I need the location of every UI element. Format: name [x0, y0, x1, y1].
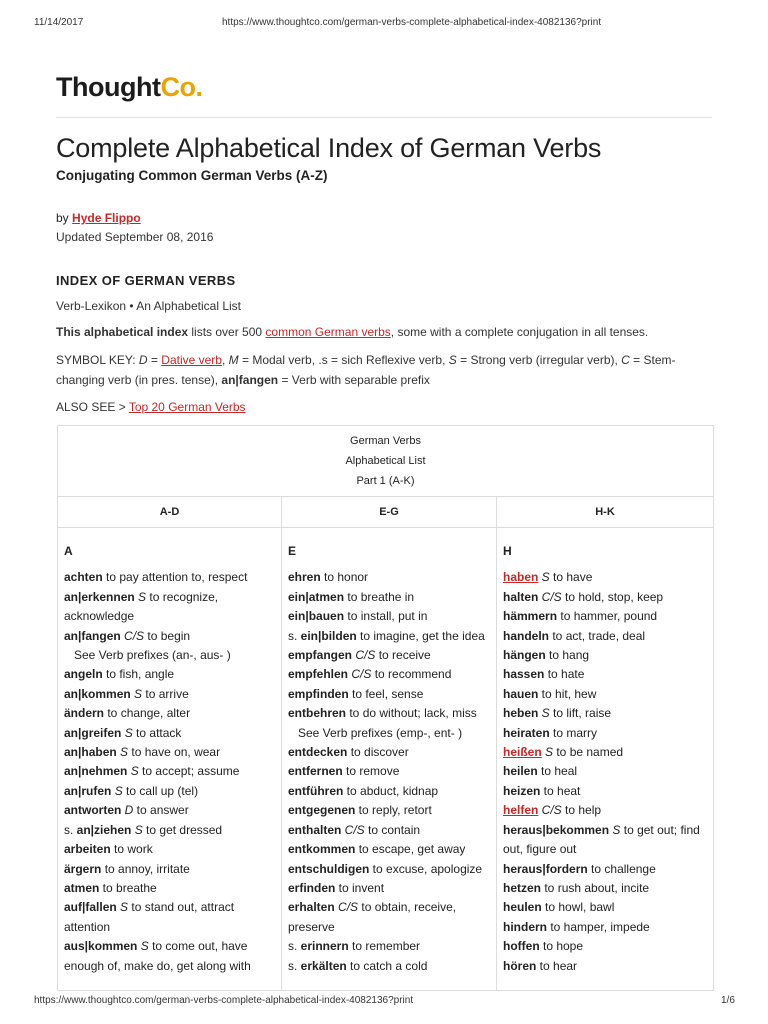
- verb-entry: [503, 762, 707, 781]
- verb-name: ärgern: [64, 861, 102, 876]
- verb-name: erfinden: [288, 880, 336, 895]
- verb-entry: [64, 898, 275, 937]
- verb-meaning: to catch a cold: [346, 958, 428, 973]
- footer-url: https://www.thoughtco.com/german-verbs-complete-alphabetical-index-4082136?print: [34, 995, 414, 1006]
- verb-note: See Verb prefixes (emp-, ent- ): [298, 725, 463, 740]
- verb-meaning: to stand out, attract attention: [64, 900, 235, 934]
- verb-meaning: to change, alter: [104, 706, 191, 721]
- verb-name: heraus|bekommen: [503, 822, 610, 837]
- verb-name: entführen: [288, 783, 344, 798]
- verb-note: See Verb prefixes (an-, aus- ): [74, 648, 231, 663]
- column-letter: A: [64, 544, 73, 558]
- verb-entry: [288, 840, 490, 859]
- verb-name: an|kommen: [64, 686, 131, 701]
- column-letter: E: [288, 544, 297, 558]
- verb-link[interactable]: heißen: [503, 745, 542, 760]
- verb-name: ehren: [288, 570, 321, 585]
- verb-name: hören: [503, 958, 537, 973]
- verb-entry[interactable]: [503, 801, 707, 820]
- verb-entry: [503, 685, 707, 704]
- verb-entry[interactable]: [503, 743, 707, 762]
- verb-entry: [64, 627, 275, 666]
- verb-list: [64, 568, 275, 976]
- verb-name: angeln: [64, 667, 103, 682]
- verb-entry: [503, 782, 707, 801]
- verb-entry: [288, 665, 490, 684]
- reflexive-marker: s.: [288, 958, 301, 973]
- verb-code: S: [538, 570, 550, 585]
- verb-entry: [503, 646, 707, 665]
- verb-entry: [503, 957, 707, 976]
- verb-meaning: to fish, angle: [102, 667, 175, 682]
- byline-by: by: [56, 211, 69, 225]
- caption-title: German Verbs: [350, 435, 421, 447]
- column-e-g: [282, 497, 497, 990]
- verb-code: C/S: [341, 822, 365, 837]
- verb-meaning: to remove: [342, 764, 400, 779]
- verb-entry: [288, 801, 490, 820]
- verb-entry: [64, 743, 275, 762]
- verb-meaning: to hear: [536, 958, 578, 973]
- verb-name: aus|kommen: [64, 939, 138, 954]
- intro-text-end: , some with a complete conjugation in all tenses.: [390, 325, 649, 339]
- verb-meaning: to challenge: [587, 861, 656, 876]
- column-body: [497, 528, 713, 976]
- verb-name: an|rufen: [64, 783, 112, 798]
- key-stem: = Stem-changing verb (in pres. tense),: [56, 353, 676, 387]
- verb-entry: [288, 646, 490, 665]
- verb-name: an|ziehen: [76, 822, 132, 837]
- verb-name: ein|bilden: [300, 628, 357, 643]
- verb-meaning: to hang: [545, 648, 590, 663]
- verb-name: hassen: [503, 667, 545, 682]
- verb-code: S: [121, 725, 133, 740]
- verb-meaning: to breathe in: [344, 589, 415, 604]
- verb-name: ein|bauen: [288, 609, 345, 624]
- column-header: A-D: [58, 497, 281, 528]
- verb-entry: [503, 860, 707, 879]
- verb-meaning: to hate: [544, 667, 585, 682]
- verb-name: empfehlen: [288, 667, 349, 682]
- verb-name: entkommen: [288, 842, 356, 857]
- index-heading: INDEX OF GERMAN VERBS: [56, 273, 236, 288]
- verb-meaning: to hamper, impede: [547, 919, 650, 934]
- key-sep-example: an|fangen: [221, 373, 279, 387]
- verb-name: entbehren: [288, 706, 347, 721]
- key-c: C: [621, 353, 630, 367]
- verb-name: entdecken: [288, 745, 348, 760]
- common-verbs-link[interactable]: common German verbs: [265, 325, 391, 339]
- verb-meaning: to lift, raise: [549, 706, 612, 721]
- verb-code: S: [116, 745, 129, 760]
- verb-name: entschuldigen: [288, 861, 370, 876]
- verb-list: [503, 568, 707, 976]
- column-header: H-K: [497, 497, 713, 528]
- verb-name: heizen: [503, 783, 541, 798]
- verb-entry: [64, 821, 275, 840]
- column-body: [58, 528, 281, 976]
- verb-meaning: to recommend: [371, 667, 452, 682]
- symbol-key: SYMBOL KEY: D = Dative verb, M = Modal verb, .s = sich Reflexive verb, S = Strong verb (irregular verb), C = Stem-changing verb (in pres. tense), an|fangen = Verb with separable prefix: [56, 353, 676, 387]
- verb-meaning: to get out; find out, figure out: [503, 822, 700, 857]
- key-m: M: [228, 353, 239, 367]
- verb-meaning: to act, trade, deal: [549, 628, 646, 643]
- verb-meaning: to pay attention to, respect: [102, 570, 248, 585]
- verb-meaning: to help: [561, 803, 602, 818]
- verb-code: S: [541, 745, 554, 760]
- verb-name: auf|fallen: [64, 900, 117, 915]
- page-subtitle: Conjugating Common German Verbs (A-Z): [56, 168, 328, 183]
- verb-name: heraus|fordern: [503, 861, 588, 876]
- verb-entry: [288, 957, 490, 976]
- verb-name: entgegenen: [288, 803, 356, 818]
- verb-name: empfangen: [288, 648, 353, 663]
- verb-name: erhalten: [288, 900, 335, 915]
- verb-entry: [64, 879, 275, 898]
- verb-name: hoffen: [503, 939, 540, 954]
- verb-entry: [288, 627, 490, 646]
- verb-name: arbeiten: [64, 842, 111, 857]
- verb-code: S: [130, 686, 143, 701]
- verb-entry: [64, 724, 275, 743]
- verb-name: halten: [503, 589, 539, 604]
- verb-code: C/S: [538, 589, 562, 604]
- verb-entry: [288, 879, 490, 898]
- verb-entry: [288, 685, 490, 704]
- verb-entry: [64, 937, 275, 976]
- verb-name: enthalten: [288, 822, 342, 837]
- verb-entry: [288, 588, 490, 607]
- reflexive-marker: s.: [288, 939, 301, 954]
- verb-entry: [503, 724, 707, 743]
- key-label: SYMBOL KEY:: [56, 353, 139, 367]
- column-letter: H: [503, 544, 512, 558]
- verb-meaning: to have on, wear: [128, 745, 221, 760]
- verb-code: S: [137, 939, 149, 954]
- key-sep: = Verb with separable prefix: [278, 373, 430, 387]
- intro-paragraph: [56, 322, 716, 342]
- verb-meaning: to work: [110, 842, 153, 857]
- verb-meaning: to get dressed: [142, 822, 223, 837]
- verb-code: S: [111, 783, 123, 798]
- verb-entry: [503, 607, 707, 626]
- verb-entry: [64, 782, 275, 801]
- page-title: Complete Alphabetical Index of German Verbs: [56, 133, 602, 163]
- verb-name: atmen: [64, 880, 100, 895]
- verb-entry: [288, 704, 490, 743]
- verb-name: heulen: [503, 900, 542, 915]
- verb-meaning: to obtain, receive, preserve: [288, 900, 457, 934]
- verb-meaning: to hit, hew: [538, 686, 597, 701]
- top-20-verbs-link[interactable]: Top 20 German Verbs: [128, 400, 246, 414]
- verb-code: S: [134, 589, 147, 604]
- column-h-k: [497, 497, 713, 990]
- verb-entry: [503, 879, 707, 898]
- verb-link[interactable]: haben: [503, 570, 539, 585]
- verb-meaning: to rush about, incite: [541, 880, 650, 895]
- author-link[interactable]: Hyde Flippo: [72, 211, 141, 225]
- verb-entry: [288, 607, 490, 626]
- verb-entry: [64, 665, 275, 684]
- verb-name: an|haben: [64, 745, 117, 760]
- updated-date: Updated September 08, 2016: [56, 230, 214, 244]
- verb-entry: [503, 918, 707, 937]
- intro-bold: This alphabetical index: [56, 325, 189, 339]
- verb-entry: [64, 762, 275, 781]
- verb-name: entfernen: [288, 764, 343, 779]
- verb-meaning: to breathe: [99, 880, 157, 895]
- verb-entry: [288, 898, 490, 937]
- verb-meaning: to remember: [348, 939, 421, 954]
- verb-meaning: to arrive: [142, 686, 189, 701]
- print-date: 11/14/2017: [34, 17, 84, 28]
- verb-name: hängen: [503, 648, 546, 663]
- intro-text: lists over 500: [188, 325, 266, 339]
- verb-meaning: to do without; lack, miss: [346, 706, 477, 721]
- verb-name: erinnern: [300, 939, 349, 954]
- reflexive-marker: s.: [64, 822, 77, 837]
- column-body: [282, 528, 496, 976]
- verb-meaning: to accept; assume: [138, 764, 240, 779]
- verb-entry[interactable]: [503, 568, 707, 587]
- verb-entry: [503, 665, 707, 684]
- dative-verb-link[interactable]: Dative verb: [161, 353, 222, 367]
- verb-name: an|erkennen: [64, 589, 135, 604]
- thoughtco-logo[interactable]: [56, 72, 202, 103]
- key-strong: = Strong verb (irregular verb),: [456, 353, 622, 367]
- verb-entry: [503, 627, 707, 646]
- verb-entry: [503, 821, 707, 860]
- verb-entry: [64, 568, 275, 587]
- column-header: E-G: [282, 497, 496, 528]
- verb-entry: [288, 821, 490, 840]
- key-d: D: [138, 353, 148, 367]
- verb-entry: [503, 588, 707, 607]
- verb-name: ändern: [64, 706, 105, 721]
- verb-meaning: to come out, have enough of, make do, get along with: [64, 939, 251, 973]
- verb-entry: [288, 937, 490, 956]
- verb-meaning: to annoy, irritate: [101, 861, 190, 876]
- verb-entry: [64, 704, 275, 723]
- verb-meaning: to recognize, acknowledge: [64, 589, 219, 624]
- verb-name: handeln: [503, 628, 550, 643]
- verb-meaning: to excuse, apologize: [369, 861, 483, 876]
- verb-meaning: to honor: [320, 570, 369, 585]
- verb-name: achten: [64, 570, 103, 585]
- verb-meaning: to install, put in: [344, 609, 428, 624]
- verb-name: heiraten: [503, 725, 550, 740]
- verb-meaning: to hope: [539, 939, 584, 954]
- verb-meaning: to heat: [540, 783, 581, 798]
- reflexive-marker: s.: [288, 628, 301, 643]
- verb-meaning: to contain: [364, 822, 421, 837]
- verb-name: hauen: [503, 686, 539, 701]
- verb-entry: [503, 898, 707, 917]
- verb-entry: [503, 937, 707, 956]
- verb-meaning: to invent: [335, 880, 385, 895]
- verb-meaning: to marry: [549, 725, 598, 740]
- verb-meaning: to feel, sense: [348, 686, 424, 701]
- key-s: S: [448, 353, 457, 367]
- verb-meaning: to hold, stop, keep: [561, 589, 664, 604]
- verb-code: C/S: [348, 667, 372, 682]
- verb-entry: [503, 704, 707, 723]
- verb-entry: [288, 860, 490, 879]
- verb-name: empfinden: [288, 686, 349, 701]
- verb-meaning: to imagine, get the idea: [356, 628, 485, 643]
- verb-entry: [288, 782, 490, 801]
- verb-code: S: [538, 706, 550, 721]
- verb-name: hetzen: [503, 880, 542, 895]
- verb-meaning: to escape, get away: [355, 842, 466, 857]
- verb-name: antworten: [64, 803, 122, 818]
- caption-subtitle: Alphabetical List: [345, 455, 426, 467]
- verb-meaning: to heal: [537, 764, 578, 779]
- verb-code: C/S: [352, 648, 376, 663]
- verb-meaning: to begin: [144, 628, 191, 643]
- verb-name: ein|atmen: [288, 589, 345, 604]
- header-divider: [56, 117, 712, 118]
- verb-entry: [64, 860, 275, 879]
- key-eq: =: [147, 353, 162, 367]
- verb-entry: [64, 840, 275, 859]
- verb-code: S: [131, 822, 143, 837]
- verb-code: D: [121, 803, 134, 818]
- verb-link[interactable]: helfen: [503, 803, 539, 818]
- verb-entry: [64, 588, 275, 627]
- verb-meaning: to have: [549, 570, 593, 585]
- verb-name: an|greifen: [64, 725, 122, 740]
- verbs-table: [57, 425, 714, 991]
- verb-meaning: to call up (tel): [122, 783, 199, 798]
- also-see: [56, 397, 716, 417]
- verb-name: heilen: [503, 764, 538, 779]
- verb-code: C/S: [538, 803, 562, 818]
- verb-code: S: [609, 822, 621, 837]
- caption-part: Part 1 (A-K): [356, 475, 415, 487]
- verb-entry: [64, 685, 275, 704]
- lexikon-line: Verb-Lexikon • An Alphabetical List: [56, 299, 241, 313]
- verb-code: S: [116, 900, 129, 915]
- verb-entry: [288, 743, 490, 762]
- verb-entry: [64, 801, 275, 820]
- verb-name: an|fangen: [64, 628, 121, 643]
- verb-meaning: to receive: [375, 648, 431, 663]
- column-a-d: [58, 497, 282, 990]
- verb-name: erkälten: [300, 958, 347, 973]
- byline: [56, 211, 141, 225]
- verb-code: C/S: [334, 900, 359, 915]
- also-see-label: ALSO SEE >: [56, 400, 129, 414]
- logo-thought: Thought: [56, 72, 161, 102]
- print-url: https://www.thoughtco.com/german-verbs-complete-alphabetical-index-4082136?print: [222, 17, 602, 28]
- verb-code: S: [127, 764, 139, 779]
- table-caption: [58, 426, 713, 497]
- verb-meaning: to attack: [132, 725, 182, 740]
- verb-meaning: to hammer, pound: [557, 609, 658, 624]
- verb-meaning: to be named: [553, 745, 624, 760]
- verb-list: [288, 568, 490, 976]
- verb-meaning: to abduct, kidnap: [343, 783, 439, 798]
- verb-name: an|nehmen: [64, 764, 128, 779]
- verb-entry: [288, 568, 490, 587]
- verb-meaning: to reply, retort: [355, 803, 432, 818]
- verb-name: hämmern: [503, 609, 558, 624]
- verb-entry: [288, 762, 490, 781]
- logo-co: Co.: [160, 72, 203, 102]
- verb-meaning: to answer: [133, 803, 189, 818]
- verb-name: heben: [503, 706, 539, 721]
- verb-meaning: to discover: [347, 745, 409, 760]
- verb-name: hindern: [503, 919, 547, 934]
- key-modal: = Modal verb, .s = sich Reflexive verb,: [238, 353, 449, 367]
- verb-code: C/S: [120, 628, 145, 643]
- footer-page-number: 1/6: [721, 995, 735, 1006]
- verb-meaning: to howl, bawl: [541, 900, 615, 915]
